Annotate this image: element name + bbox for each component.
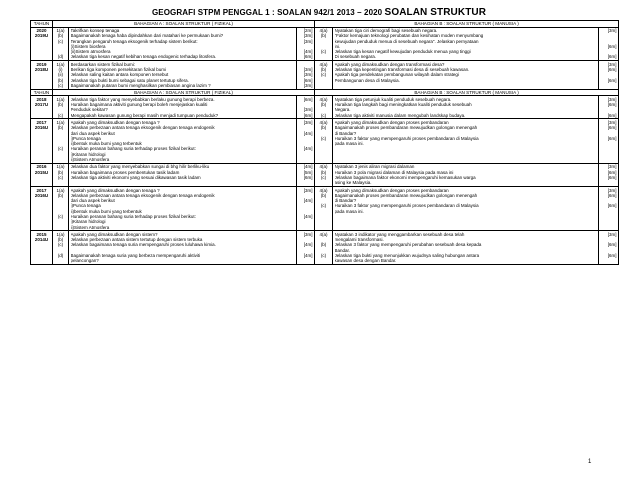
line: [6m] — [607, 54, 617, 60]
line: Nyatakan 3 indikator yang menggambarkan sesebuah desa telah — [334, 231, 465, 237]
line: [6m] — [303, 77, 313, 83]
line: [3m] — [607, 61, 617, 67]
line: kawasan desa dengan Bandar. — [334, 258, 397, 264]
line: Apakah yang dimaksudkan dengan sistem? — [70, 231, 158, 237]
marks-b — [599, 231, 619, 265]
line: Apakah tiga pendekatan pembangunan wilayah dalam strategi — [334, 72, 459, 78]
year-block-row — [31, 61, 619, 89]
line: Jelaskan bagaimana faktor ekonomi mempengaruhi kemasukan warga — [334, 174, 476, 180]
marks-b — [599, 27, 619, 61]
line: pelancongan? — [70, 258, 99, 264]
line: (d) — [57, 54, 64, 60]
line: (b) — [320, 192, 327, 198]
line: Apakah yang dimaksudkan dengan proses pembandaran — [334, 119, 449, 125]
question-number-a — [53, 187, 69, 231]
year-label: 2018 2017U — [34, 96, 49, 108]
line: Berdasarkan sistem fizikal bumi: — [70, 61, 136, 67]
line: [3m] — [303, 38, 313, 44]
line: [6m] — [607, 174, 617, 180]
line — [601, 258, 617, 263]
line: [6m] — [303, 174, 313, 180]
line: Huraikan 3 faktor yang mempengaruhi proses pembandaran di Malaysia — [334, 203, 479, 209]
year-label: 2020 2019U — [34, 28, 49, 39]
line: Terangkan pengaruh tenaga eksogenik terhadap sistem berikut: — [70, 38, 198, 44]
line — [335, 225, 597, 230]
line: Huraikan bagaimana proses pembentukan tasik ladam — [70, 169, 180, 175]
marks-b — [599, 187, 619, 231]
question-number-b — [315, 27, 333, 61]
line — [317, 180, 331, 185]
line: [4m] — [303, 198, 313, 204]
document-title — [0, 7, 638, 18]
line: i)Kitaran hidrologi — [70, 219, 106, 225]
header-section-b: BAHAGIAN B : SOALAN STRUKTUR ( MANUSIA ) — [315, 21, 619, 28]
question-table — [30, 20, 619, 265]
year-block-row — [31, 119, 619, 163]
line: ii)Sistem Atmosfera — [70, 157, 110, 163]
year-cell — [31, 231, 53, 265]
line: ii)bentuk muka bumi yang terbentuk — [70, 208, 142, 214]
line: 4(a) — [319, 61, 328, 67]
line: Jelaskan tiga bukti yang menunjukkan wujudnya saling hubungan antara — [334, 253, 480, 259]
question-text-a — [69, 163, 297, 186]
line: [3m] — [607, 28, 617, 33]
line: (ii) — [58, 72, 63, 78]
line: 4(a) — [319, 28, 328, 33]
question-number-a — [53, 119, 69, 163]
line: ii)bentuk muka bumi yang terbentuk — [70, 141, 142, 147]
line: Huraikan 3 faktor yang mempengaruhi proses pembandaran di Malaysia — [334, 135, 479, 141]
line: Di sesebuah negara. — [334, 54, 377, 60]
line: Nyatakan tiga ciri demografi bagi sesebuah negara. — [334, 28, 438, 33]
line: (c) — [57, 146, 64, 152]
question-text-b — [333, 61, 599, 89]
line: [4m] — [303, 130, 313, 136]
line: [6m] — [607, 102, 617, 108]
line: dari dua aspek berikut — [70, 130, 115, 136]
line: Jelaskan tiga faktor yang menyebabkan berlaku gunung berapi berbeza. — [70, 96, 215, 102]
question-text-a — [69, 187, 297, 231]
line: [6m] — [607, 125, 617, 131]
marks-a — [297, 96, 315, 119]
line: Nyatakan tiga petunjuk kualiti penduduk sesebuah negara. — [334, 96, 452, 102]
line — [317, 83, 331, 88]
title-main: GEOGRAFI STPM PENGGAL 1 : SOALAN 942/1 2013 – 2020 — [151, 8, 383, 17]
line: (b) — [57, 33, 64, 39]
line: [4m] — [303, 164, 313, 170]
line: (b) — [57, 237, 64, 243]
header-tahun: TAHUN — [31, 89, 53, 96]
question-text-a — [69, 231, 297, 265]
line: Jelaskan tiga kesan negatif kewujudan penduduk menua yang tinggi — [334, 49, 471, 55]
marks-b — [599, 163, 619, 186]
line: [6m] — [607, 242, 617, 248]
line: [6m] — [607, 43, 617, 49]
line: [3m] — [607, 119, 617, 125]
line — [55, 258, 67, 263]
header-section-b: BAHAGIAN B : SOALAN STRUKTUR ( MANUSIA ) — [315, 89, 619, 96]
line: [6m] — [607, 135, 617, 141]
line: 1(a) — [56, 61, 65, 67]
line: Jelaskan dua faktor yang menyebabkan sungai di bhg hilir berliku-liku — [70, 164, 210, 170]
line — [317, 225, 331, 230]
question-text-b — [333, 119, 599, 163]
line: pada masa ini. — [334, 208, 364, 214]
line: [3m] — [607, 187, 617, 193]
line: Pembangunan desa di Malaysia. — [334, 77, 400, 83]
line: [4m] — [303, 253, 313, 259]
question-text-b — [333, 187, 599, 231]
line: (b) — [320, 33, 327, 39]
year-block-row — [31, 163, 619, 186]
line: i)Punca tenaga — [70, 135, 101, 141]
line: [3m] — [303, 119, 313, 125]
line: (b) — [320, 125, 327, 131]
line: (c) — [57, 38, 64, 44]
line: [6m] — [607, 253, 617, 259]
question-number-b — [315, 231, 333, 265]
question-text-b — [333, 163, 599, 186]
line: (b) — [57, 169, 64, 175]
line: [6m] — [607, 77, 617, 83]
marks-b — [599, 119, 619, 163]
line — [335, 157, 597, 162]
line: (c) — [320, 135, 327, 141]
line — [317, 157, 331, 162]
line: Jelaskan bagaimana tenaga suria mempengaruhi proses luluhawa kimia. — [70, 242, 216, 248]
line: Negara. — [334, 107, 351, 113]
line — [601, 225, 617, 230]
line: [4m] — [303, 49, 313, 55]
line: 1(a) — [56, 119, 65, 125]
year-block-row — [31, 187, 619, 231]
line: 1(a) — [56, 28, 65, 33]
line — [299, 225, 313, 230]
year-cell — [31, 96, 53, 119]
line — [299, 258, 313, 263]
line: [3m] — [303, 187, 313, 193]
line: (c) — [57, 174, 64, 180]
line: 1(a) — [56, 187, 65, 193]
line: (c) — [320, 203, 327, 209]
line: 1(a) — [56, 96, 65, 102]
line: (c) — [57, 242, 64, 248]
line: (c) — [320, 253, 327, 259]
line: Apakah yang dimaksudkan dengan transformasi desa? — [334, 61, 445, 67]
line — [601, 180, 617, 185]
line: ini. — [334, 43, 341, 49]
page-number: 1 — [588, 459, 592, 465]
line: i)Kitaran hidrologi — [70, 151, 106, 157]
line: [6m] — [607, 192, 617, 198]
line: 4(a) — [319, 96, 328, 102]
line: Apakah yang dimaksudkan dengan tenaga ? — [70, 187, 160, 193]
marks-b — [599, 96, 619, 119]
line: (c) — [320, 49, 327, 55]
line: 4(a) — [319, 231, 328, 237]
line: Jelaskan saling kaitan antara komponen tersebut — [70, 72, 169, 78]
question-number-a — [53, 96, 69, 119]
line: Mengapakah kawasan gunung berapi masih menjadi tumpuan penduduk? — [70, 112, 219, 118]
line: [3m] — [607, 231, 617, 237]
line: [3m] — [303, 107, 313, 113]
line: Bagaimanakah proses pembandaran mewujudkan golongan menengah — [334, 125, 478, 131]
question-text-b — [333, 231, 599, 265]
line: [3m] — [303, 33, 313, 39]
line — [55, 225, 67, 230]
line: Takrifkan konsep tenaga — [70, 28, 120, 33]
line: [4m] — [303, 242, 313, 248]
header-section-a: BAHAGIAN A : SOALAN STRUKTUR ( FIZIKAL) — [53, 89, 315, 96]
line: (b) — [57, 77, 64, 83]
line: [3m] — [303, 72, 313, 78]
marks-a — [297, 231, 315, 265]
question-text-b — [333, 96, 599, 119]
header-tahun: TAHUN — [31, 21, 53, 28]
line: (ii)Sistem atmosfera — [70, 49, 111, 55]
year-label: 2016 2015U — [34, 164, 49, 175]
line: Huraikan bagaimana aktiviti gunung berapi boleh menjejaskan kualiti — [70, 102, 208, 108]
line — [317, 258, 331, 263]
header-section-a: BAHAGIAN A : SOALAN STRUKTUR ( FIZIKAL) — [53, 21, 315, 28]
line — [55, 180, 67, 185]
year-cell — [31, 27, 53, 61]
line: [3m] — [303, 82, 313, 88]
line: (c) — [57, 82, 64, 88]
line: [5m] — [303, 169, 313, 175]
year-label: 2017 2016U — [34, 187, 49, 198]
line: mengalami transformasi. — [334, 237, 384, 243]
line: Nyatakan 3 jenis aliran migrasi dalaman — [334, 164, 415, 170]
line: (b) — [57, 102, 64, 108]
line — [601, 83, 617, 88]
line: [3m] — [607, 164, 617, 170]
question-text-a — [69, 96, 297, 119]
line: (b) — [57, 125, 64, 131]
line: [6m] — [303, 96, 313, 102]
year-block-row — [31, 27, 619, 61]
line: 4(a) — [319, 164, 328, 170]
question-text-a — [69, 119, 297, 163]
year-label: 2015 2014U — [34, 231, 49, 243]
marks-a — [297, 61, 315, 89]
line: di Bandar? — [334, 130, 357, 136]
line: Jelaskan 3 faktor yang mempengaruhi perubahan sesebuah desa kepada — [334, 242, 482, 248]
line: i)Punca tenaga — [70, 203, 101, 209]
year-cell — [31, 119, 53, 163]
line: [3m] — [303, 67, 313, 73]
line: Jelaskan tiga aktiviti manusia dalam mengubah landskap budaya. — [334, 112, 466, 118]
line: 4(a) — [319, 187, 328, 193]
line: [6m] — [607, 67, 617, 73]
line: [4m] — [303, 146, 313, 152]
line: kewujudan penduduk menua di sesebuah negara". Jelaskan pernyataan — [334, 38, 479, 44]
year-label: 2019 2018U — [34, 61, 49, 73]
line — [55, 157, 67, 162]
marks-a — [297, 119, 315, 163]
line: [2m] — [303, 28, 313, 33]
year-block-row — [31, 96, 619, 119]
line: Huraikan peranan bahang suria terhadap proses fizikal berikut: — [70, 214, 196, 219]
line: Jelaskan perbezaan antara sistem tertutup dengan sistem terbuka — [70, 237, 203, 243]
line: Bagaimanakah tenaga suria yang berbeza mempengaruhi aktiviti — [70, 253, 201, 259]
line — [299, 180, 313, 185]
line: (c) — [320, 112, 327, 118]
line: Huraikan 3 pola migrasi dalaman di Malaysia pada masa ini — [334, 169, 454, 175]
line: [6m] — [607, 169, 617, 175]
line: (b) — [320, 67, 327, 73]
line: Bagaimanakah tenaga haba dipindahkan dari matahari ke permukaan bumi? — [70, 33, 224, 39]
line: (c) — [57, 214, 64, 219]
line: (b) — [320, 169, 327, 175]
question-number-a — [53, 231, 69, 265]
line: Bagaimanakah proses pembandaran mewujudkan golongan menengah — [334, 192, 478, 198]
question-text-a — [69, 61, 297, 89]
year-cell — [31, 163, 53, 186]
line: [6m] — [303, 54, 313, 60]
question-number-b — [315, 163, 333, 186]
question-number-a — [53, 163, 69, 186]
year-block-row — [31, 231, 619, 265]
line: (b) — [320, 242, 327, 248]
line: Jelaskan tiga aktiviti ekonomi yang sesuai dikawasan tasik ladam — [70, 174, 201, 180]
line: Berikan tiga komponen persekitaran fizikal bumi — [70, 67, 167, 73]
question-text-b — [333, 27, 599, 61]
line: Huraikan peranan bahang suria terhadap proses fizikal berikut: — [70, 146, 196, 152]
line: asing ke Malaysia. — [334, 180, 372, 186]
question-number-b — [315, 96, 333, 119]
line: [6m] — [303, 112, 313, 118]
line: Jelaskan tiga kesan negatif kebihan tenaga endogenic terhadap litosfera. — [70, 54, 217, 60]
line: Bandar. — [334, 247, 351, 253]
line: "Faktor kemajuan teknologi perubatan dan kesihatan moden menyumbang — [334, 33, 484, 39]
line: [4m] — [303, 214, 313, 219]
line: 1(a) — [56, 231, 65, 237]
line: (d) — [57, 253, 64, 259]
line: Jelaskan tiga kepentingan transformasi desa di sesebuah kawasan. — [334, 67, 470, 73]
year-cell — [31, 187, 53, 231]
line: (b) — [320, 102, 327, 108]
line: Huraikan tiga langkah bagi meningkatkan kualiti penduduk sesebuah — [334, 102, 472, 108]
line: 1(a) — [56, 164, 65, 170]
marks-a — [297, 187, 315, 231]
line: [3m] — [303, 231, 313, 237]
line — [71, 180, 295, 185]
question-number-a — [53, 61, 69, 89]
line: Jelaskan perbezaan antara tenaga eksogenik dengan tenaga endogenik — [70, 192, 215, 198]
marks-b — [599, 61, 619, 89]
line: Jelaskan perbezaan antara tenaga eksogenik dengan tenaga endogenik — [70, 125, 215, 131]
line: Jelaskan tiga bukti bumi sebagai satu planet tertutup sifera. — [70, 77, 189, 83]
marks-a — [297, 163, 315, 186]
line: [6m] — [607, 112, 617, 118]
line: ii)Sistem Atmosfera — [70, 224, 110, 230]
line: Bagaimanakah putaran bumi menghasilkan pembiasan angina lazim ? — [70, 82, 211, 88]
line: dari dua aspek berikut — [70, 198, 115, 204]
line — [317, 54, 331, 59]
line: (i)Sistem biosfera — [70, 43, 106, 49]
question-number-b — [315, 119, 333, 163]
line: (b) — [57, 192, 64, 198]
line — [335, 83, 597, 88]
question-number-b — [315, 61, 333, 89]
line: Apakah yang dimaksudkan dengan proses pembandaran — [334, 187, 449, 193]
line: (c) — [57, 112, 64, 118]
question-text-a — [69, 27, 297, 61]
line — [601, 157, 617, 162]
marks-a — [297, 27, 315, 61]
line: (c) — [320, 174, 327, 180]
line: (i) — [58, 67, 63, 73]
line: 4(a) — [319, 119, 328, 125]
line: [3m] — [607, 96, 617, 102]
line: di Bandar? — [334, 198, 357, 204]
question-number-b — [315, 187, 333, 231]
line: [6m] — [607, 203, 617, 209]
line: Apakah yang dimaksudkan dengan tenaga ? — [70, 119, 160, 125]
line: (c) — [320, 72, 327, 78]
year-label: 2017 2016U — [34, 119, 49, 131]
question-number-a — [53, 27, 69, 61]
line: Penduduk sekitar? — [70, 107, 108, 113]
line: pada masa ini. — [334, 141, 364, 147]
title-suffix: SOALAN STRUKTUR — [384, 7, 487, 18]
year-cell — [31, 61, 53, 89]
line — [299, 157, 313, 162]
